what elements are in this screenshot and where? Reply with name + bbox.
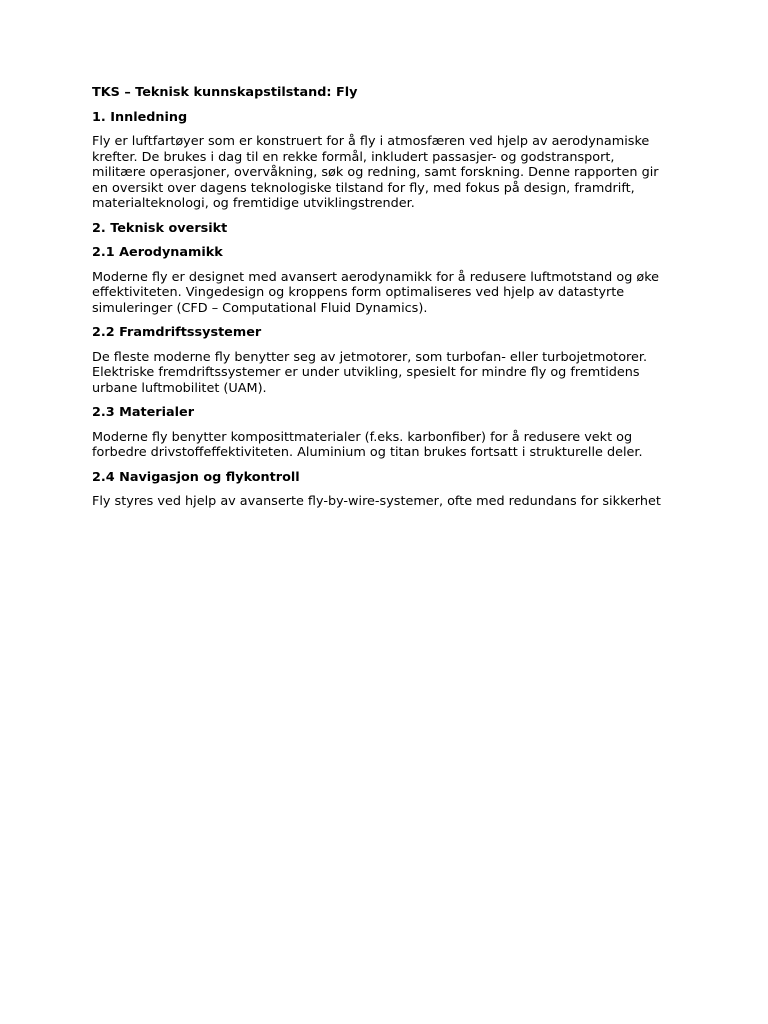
paragraph-line: militære operasjoner, overvåkning, søk og redning, samt forskning. Denne rapporten gir bbox=[92, 165, 659, 180]
document-title: TKS – Teknisk kunnskapstilstand: Fly bbox=[92, 85, 358, 100]
paragraph-line: forbedre drivstoffeffektiviteten. Aluminium og titan brukes fortsatt i strukturelle deler. bbox=[92, 445, 643, 460]
section-paragraph-navigasjon bbox=[92, 494, 692, 510]
paragraph-line: materialteknologi, og fremtidige utviklingstrender. bbox=[92, 196, 415, 211]
section-heading-teknisk-oversikt: 2. Teknisk oversikt bbox=[92, 220, 228, 236]
paragraph-line: Fly styres ved hjelp av avanserte fly-by-wire-systemer, ofte med redundans for sikkerhet bbox=[92, 494, 661, 509]
paragraph-line: De fleste moderne fly benytter seg av jetmotorer, som turbofan- eller turbojetmotorer. bbox=[92, 349, 648, 365]
section-paragraph-framdriftssystemer bbox=[92, 350, 692, 397]
section-heading-navigasjon: 2.4 Navigasjon og flykontroll bbox=[92, 469, 300, 485]
paragraph-line: Elektriske fremdriftssystemer er under utvikling, spesielt for mindre fly og fremtidens bbox=[92, 365, 640, 380]
paragraph-line: Moderne fly benytter komposittmaterialer (f.eks. karbonfiber) for å redusere vekt og bbox=[92, 429, 633, 445]
section-paragraph-innledning bbox=[92, 134, 692, 212]
document-page bbox=[92, 85, 692, 510]
paragraph-line: en oversikt over dagens teknologiske tilstand for fly, med fokus på design, framdrift, bbox=[92, 180, 635, 196]
paragraph-line: simuleringer (CFD – Computational Fluid Dynamics). bbox=[92, 300, 428, 316]
section-heading-framdriftssystemer: 2.2 Framdriftssystemer bbox=[92, 325, 262, 340]
paragraph-line: krefter. De brukes i dag til en rekke formål, inkludert passasjer- og godstransport, bbox=[92, 149, 615, 165]
paragraph-line: Moderne fly er designet med avansert aerodynamikk for å redusere luftmotstand og øke bbox=[92, 269, 660, 285]
section-heading-innledning: 1. Innledning bbox=[92, 109, 188, 125]
section-paragraph-aerodynamikk bbox=[92, 270, 692, 317]
paragraph-line: effektiviteten. Vingedesign og kroppens form optimaliseres ved hjelp av datastyrte bbox=[92, 285, 625, 300]
section-heading-aerodynamikk: 2.1 Aerodynamikk bbox=[92, 245, 223, 260]
section-heading-materialer: 2.3 Materialer bbox=[92, 405, 195, 420]
section-paragraph-materialer bbox=[92, 430, 692, 461]
paragraph-line: urbane luftmobilitet (UAM). bbox=[92, 380, 267, 396]
paragraph-line: Fly er luftfartøyer som er konstruert for å fly i atmosfæren ved hjelp av aerodynamiske bbox=[92, 134, 650, 149]
